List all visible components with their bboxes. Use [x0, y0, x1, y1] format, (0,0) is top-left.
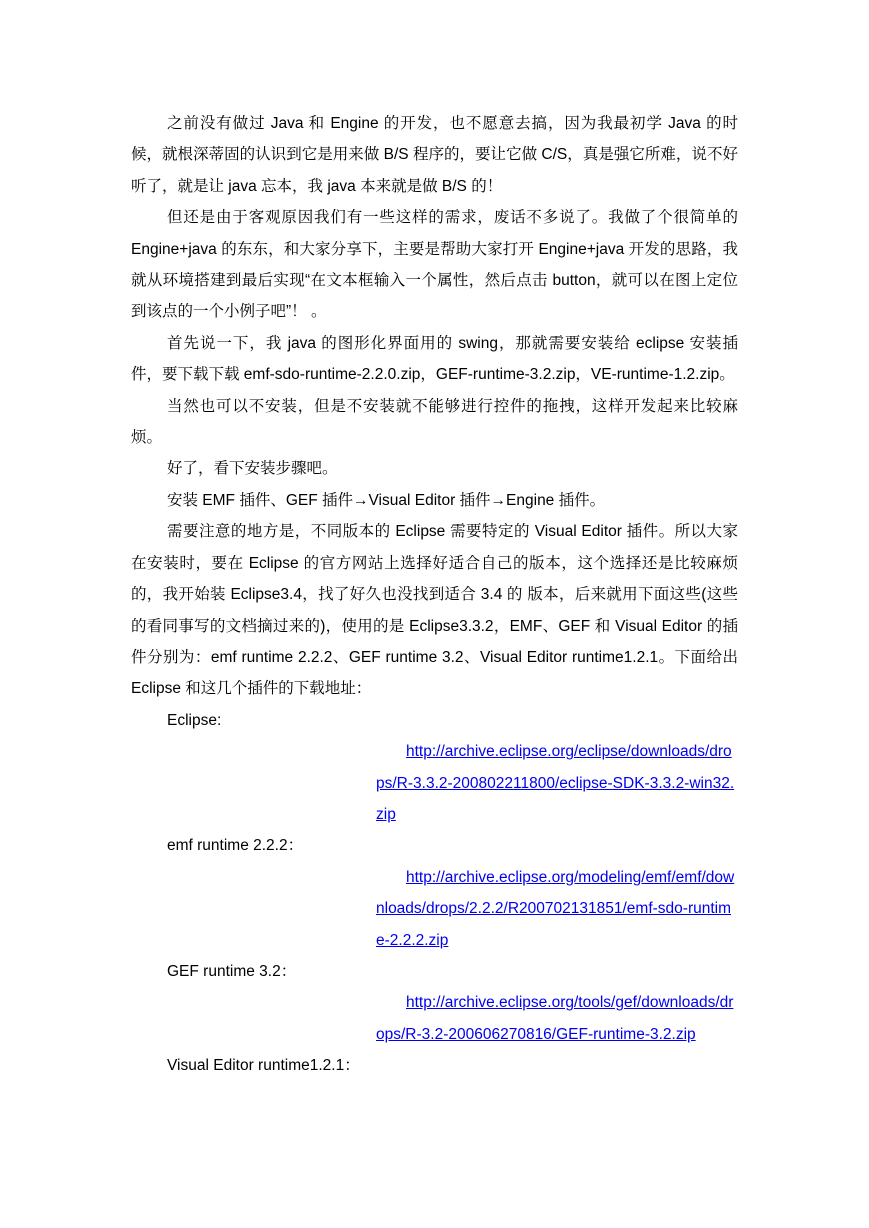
steps-intro-paragraph: 好了，看下安装步骤吧。	[167, 460, 338, 478]
eclipse-download-link[interactable]: http://archive.eclipse.org/eclipse/downloads/drops/R-3.3.2-200802211800/eclipse-SDK-3.3.2-win32.zip	[376, 743, 735, 823]
emf-download-link-block	[131, 862, 738, 956]
optional-install-paragraph: 当然也可以不安装，但是不安装就不能够进行控件的拖拽，这样开发起来比较麻烦。	[131, 397, 738, 447]
ve-download-label: Visual Editor runtime1.2.1：	[167, 1057, 360, 1075]
gef-download-link-block	[131, 987, 738, 1050]
version-note-paragraph: 需要注意的地方是，不同版本的 Eclipse 需要特定的 Visual Editor 插件。所以大家在安装时，要在 Eclipse 的官方网站上选择好适合自己的版本，这个选择还是比较麻烦的，我开始装 Eclipse3.4，找了好久也没找到适合 3.4 的 版本，后来就用下面这些(这些的看同事写的文档摘过来的)，使用的是 Eclipse3.3.2，EMF、GEF 和 Visual Editor 的插件分别为：emf runtime 2.2.2、GEF runtime 3.2、Visual Editor runtime1.2.1。下面给出 Eclipse 和这几个插件的下载地址：	[131, 523, 738, 698]
emf-download-label: emf runtime 2.2.2：	[167, 837, 304, 855]
motivation-paragraph: 但还是由于客观原因我们有一些这样的需求，废话不多说了。我做了个很简单的 Engine+java 的东东，和大家分享下，主要是帮助大家打开 Engine+java 开发的思路，我就从环境搭建到最后实现“在文本框输入一个属性，然后点击 button，就可以在图上定位到该点的一个小例子吧”！ 。	[131, 209, 738, 321]
eclipse-download-label: Eclipse:	[167, 711, 222, 729]
gef-download-label: GEF runtime 3.2：	[167, 962, 297, 980]
document-body	[131, 108, 738, 1082]
gef-download-link[interactable]: http://archive.eclipse.org/tools/gef/downloads/drops/R-3.2-200606270816/GEF-runtime-3.2.zip	[376, 994, 734, 1043]
eclipse-download-link-block	[131, 736, 738, 830]
intro-paragraph: 之前没有做过 Java 和 Engine 的开发，也不愿意去搞，因为我最初学 Java 的时候，就根深蒂固的认识到它是用来做 B/S 程序的，要让它做 C/S，真是强它所难，说不好听了，就是让 java 忘本，我 java 本来就是做 B/S 的！	[131, 115, 738, 195]
plugin-download-paragraph: 首先说一下，我 java 的图形化界面用的 swing，那就需要安装给 eclipse 安装插件，要下载下载 emf-sdo-runtime-2.2.0.zip，GEF-runtime-3.2.zip，VE-runtime-1.2.zip。	[131, 334, 738, 384]
emf-download-link[interactable]: http://archive.eclipse.org/modeling/emf/emf/downloads/drops/2.2.2/R200702131851/emf-sdo-runtime-2.2.2.zip	[376, 868, 735, 949]
install-steps-paragraph: 安装 EMF 插件、GEF 插件→Visual Editor 插件→Engine 插件。	[167, 491, 606, 509]
